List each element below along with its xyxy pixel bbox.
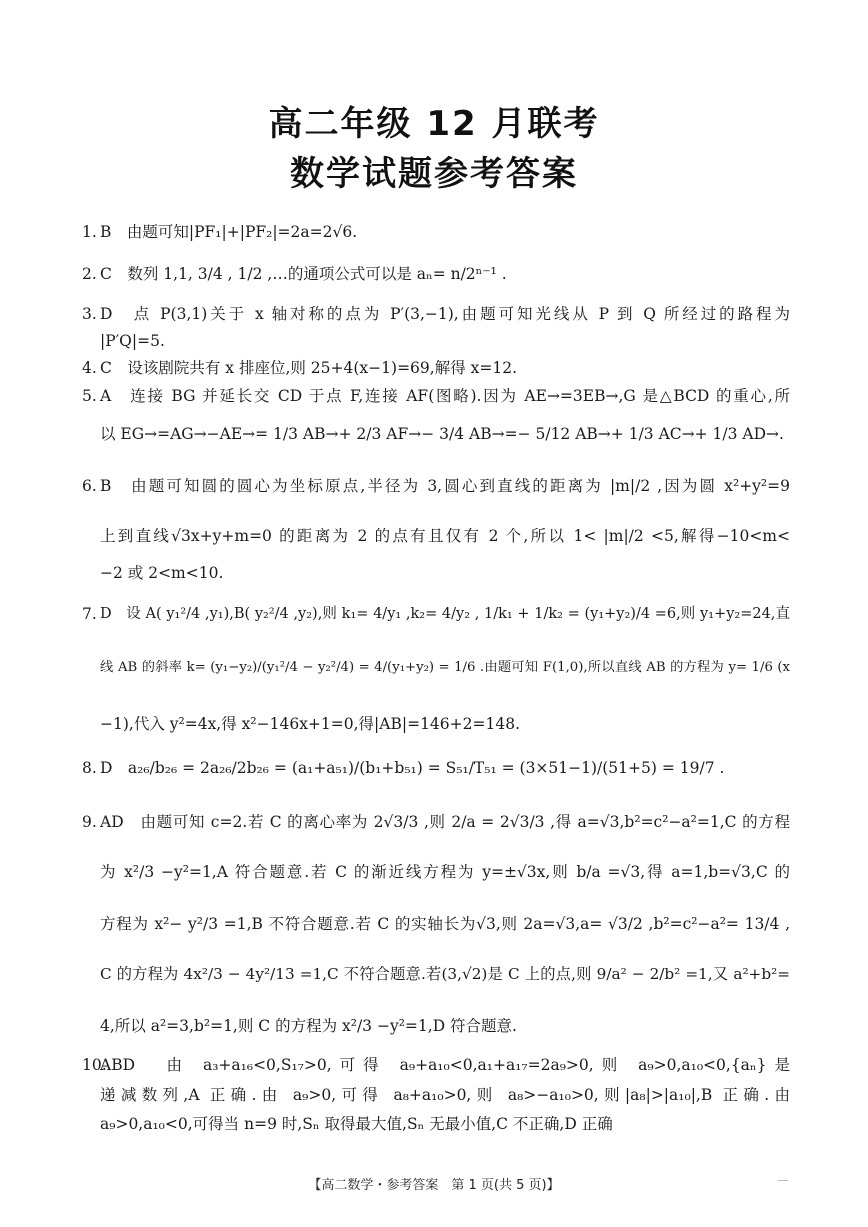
answer-number: 4.: [82, 359, 97, 377]
answer-number: 2.: [82, 265, 97, 283]
answer-line: 线 AB 的斜率 k= (y₁−y₂)/(y₁²/4 − y₂²/4) = 4/(y₁+y₂) = 1/6 .由题可知 F(1,0),所以直线 AB 的方程为 y= 1/6 (x: [100, 660, 790, 675]
answer-line: A 连接 BG 并延长交 CD 于点 F,连接 AF(图略).因为 AE→=3EB→,G 是△BCD 的重心,所: [100, 387, 790, 405]
answer-line: D 点 P(3,1)关于 x 轴对称的点为 P′(3,−1),由题可知光线从 P 到 Q 所经过的路程为: [100, 305, 790, 323]
answer-line: a₉>0,a₁₀<0,可得当 n=9 时,Sₙ 取得最大值,Sₙ 无最小值,C 不正确,D 正确: [100, 1115, 613, 1133]
page-subtitle: 数学试题参考答案: [290, 154, 578, 194]
answer-line: 为 x²/3 −y²=1,A 符合题意.若 C 的渐近线方程为 y=±√3x,则 b/a =√3,得 a=1,b=√3,C 的: [100, 863, 790, 881]
answer-line: −2 或 2<m<10.: [100, 564, 224, 582]
answer-line: 以 EG→=AG→−AE→= 1/3 AB→+ 2/3 AF→− 3/4 AB→=− 5/12 AB→+ 1/3 AC→+ 1/3 AD→.: [100, 425, 784, 443]
answer-number: 5.: [82, 387, 97, 405]
answer-line: AD 由题可知 c=2.若 C 的离心率为 2√3/3 ,则 2/a = 2√3/3 ,得 a=√3,b²=c²−a²=1,C 的方程: [100, 813, 790, 831]
answer-number: 8.: [82, 759, 97, 777]
answer-number: 3.: [82, 305, 97, 323]
answer-line: 4,所以 a²=3,b²=1,则 C 的方程为 x²/3 −y²=1,D 符合题意.: [100, 1017, 517, 1035]
answer-number: 10.: [82, 1056, 107, 1074]
answer-line: 上到直线√3x+y+m=0 的距离为 2 的点有且仅有 2 个,所以 1< |m|/2 <5,解得−10<m<: [100, 527, 790, 545]
page-title: 高二年级 12 月联考: [268, 104, 600, 144]
answer-line: 方程为 x²− y²/3 =1,B 不符合题意.若 C 的实轴长为√3,则 2a=√3,a= √3/2 ,b²=c²−a²= 13/4 ,: [100, 915, 790, 933]
answer-number: 1.: [82, 223, 97, 241]
answer-line: 递减数列,A 正确.由 a₉>0,可得 a₈+a₁₀>0,则 a₈>−a₁₀>0,则|a₈|>|a₁₀|,B 正确.由: [100, 1086, 790, 1104]
answer-line: B 由题可知圆的圆心为坐标原点,半径为 3,圆心到直线的距离为 |m|/2 ,因为圆 x²+y²=9: [100, 477, 790, 495]
page-footer: 【高二数学・参考答案 第 1 页(共 5 页)】: [308, 1178, 560, 1193]
answer-line: B 由题可知|PF₁|+|PF₂|=2a=2√6.: [100, 223, 358, 241]
answer-number: 9.: [82, 813, 97, 831]
answer-number: 6.: [82, 477, 97, 495]
answer-line: |P′Q|=5.: [100, 332, 165, 350]
answer-line: D 设 A( y₁²/4 ,y₁),B( y₂²/4 ,y₂),则 k₁= 4/y₁ ,k₂= 4/y₂ , 1/k₁ + 1/k₂ = (y₁+y₂)/4 =6,则 y₁+y₂=24,直: [100, 606, 790, 622]
divider: [778, 1180, 788, 1181]
answer-line: C 设该剧院共有 x 排座位,则 25+4(x−1)=69,解得 x=12.: [100, 359, 518, 377]
answer-line: −1),代入 y²=4x,得 x²−146x+1=0,得|AB|=146+2=148.: [100, 715, 521, 733]
answer-number: 7.: [82, 605, 97, 623]
answer-line: C 数列 1,1, 3/4 , 1/2 ,…的通项公式可以是 aₙ= n/2ⁿ⁻¹ .: [100, 265, 507, 283]
answer-line: C 的方程为 4x²/3 − 4y²/13 =1,C 不符合题意.若(3,√2)是 C 上的点,则 9/a² − 2/b² =1,又 a²+b²=: [100, 965, 790, 983]
answer-line: D a₂₆/b₂₆ = 2a₂₆/2b₂₆ = (a₁+a₅₁)/(b₁+b₅₁) = S₅₁/T₅₁ = (3×51−1)/(51+5) = 19/7 .: [100, 759, 725, 777]
answer-line: ABD 由 a₃+a₁₆<0,S₁₇>0,可得 a₉+a₁₀<0,a₁+a₁₇=2a₉>0,则 a₉>0,a₁₀<0,{aₙ}是: [100, 1056, 790, 1074]
